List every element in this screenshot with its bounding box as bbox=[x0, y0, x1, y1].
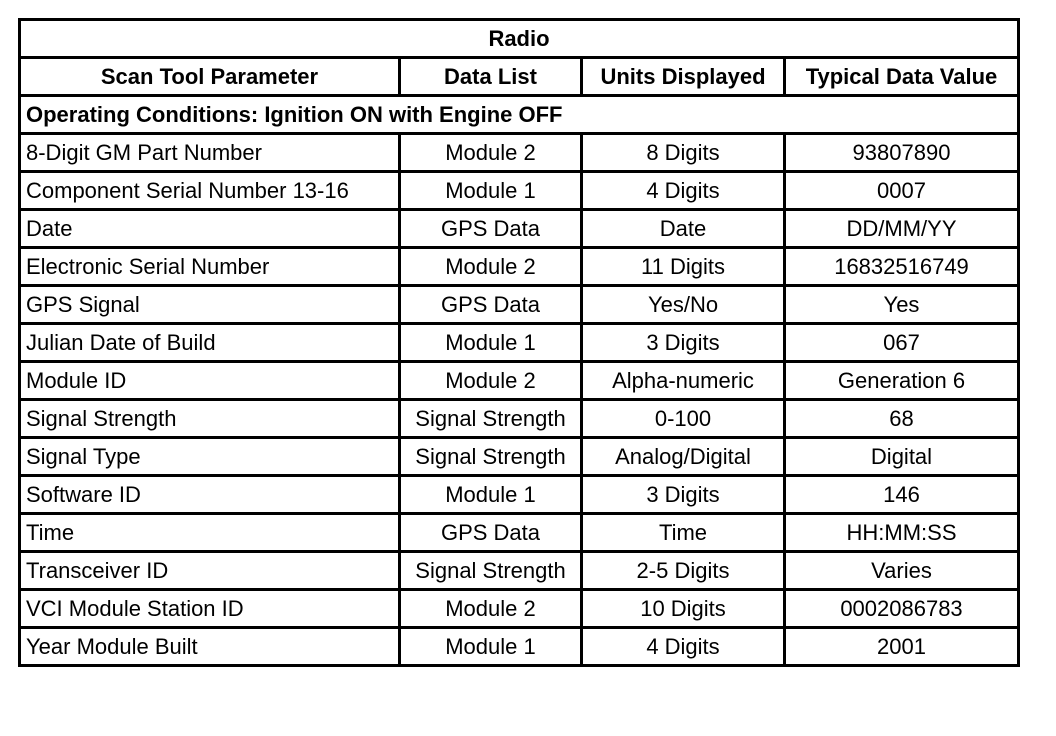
table-row bbox=[20, 210, 1019, 248]
data-list-cell: Module 1 bbox=[400, 476, 582, 514]
operating-conditions-row bbox=[20, 96, 1019, 134]
data-list-cell: Module 2 bbox=[400, 590, 582, 628]
table-row bbox=[20, 552, 1019, 590]
parameter-cell: Component Serial Number 13-16 bbox=[20, 172, 400, 210]
parameter-cell: Julian Date of Build bbox=[20, 324, 400, 362]
units-cell: Alpha-numeric bbox=[582, 362, 785, 400]
header-typical-data-value: Typical Data Value bbox=[785, 58, 1019, 96]
radio-data-table bbox=[18, 18, 1020, 667]
data-list-cell: GPS Data bbox=[400, 210, 582, 248]
parameter-cell: 8-Digit GM Part Number bbox=[20, 134, 400, 172]
parameter-cell: Module ID bbox=[20, 362, 400, 400]
data-list-cell: Module 1 bbox=[400, 324, 582, 362]
parameter-cell: Electronic Serial Number bbox=[20, 248, 400, 286]
table-row bbox=[20, 590, 1019, 628]
table-row bbox=[20, 400, 1019, 438]
table-row bbox=[20, 286, 1019, 324]
units-cell: 10 Digits bbox=[582, 590, 785, 628]
parameter-cell: Signal Type bbox=[20, 438, 400, 476]
radio-data-table-container bbox=[18, 18, 1017, 667]
units-cell: 11 Digits bbox=[582, 248, 785, 286]
units-cell: Analog/Digital bbox=[582, 438, 785, 476]
typical-value-cell: 0002086783 bbox=[785, 590, 1019, 628]
parameter-cell: Software ID bbox=[20, 476, 400, 514]
operating-conditions: Operating Conditions: Ignition ON with Engine OFF bbox=[20, 96, 1019, 134]
table-row bbox=[20, 438, 1019, 476]
header-units-displayed: Units Displayed bbox=[582, 58, 785, 96]
parameter-cell: GPS Signal bbox=[20, 286, 400, 324]
units-cell: 2-5 Digits bbox=[582, 552, 785, 590]
units-cell: 0-100 bbox=[582, 400, 785, 438]
data-list-cell: Signal Strength bbox=[400, 552, 582, 590]
units-cell: Date bbox=[582, 210, 785, 248]
typical-value-cell: 68 bbox=[785, 400, 1019, 438]
units-cell: 4 Digits bbox=[582, 172, 785, 210]
table-row bbox=[20, 172, 1019, 210]
parameter-cell: Date bbox=[20, 210, 400, 248]
data-list-cell: Signal Strength bbox=[400, 438, 582, 476]
parameter-cell: Time bbox=[20, 514, 400, 552]
data-list-cell: Module 2 bbox=[400, 134, 582, 172]
units-cell: 3 Digits bbox=[582, 476, 785, 514]
typical-value-cell: Generation 6 bbox=[785, 362, 1019, 400]
typical-value-cell: 93807890 bbox=[785, 134, 1019, 172]
typical-value-cell: Yes bbox=[785, 286, 1019, 324]
units-cell: Yes/No bbox=[582, 286, 785, 324]
data-list-cell: Module 2 bbox=[400, 248, 582, 286]
parameter-cell: Transceiver ID bbox=[20, 552, 400, 590]
data-list-cell: Module 2 bbox=[400, 362, 582, 400]
header-scan-tool-parameter: Scan Tool Parameter bbox=[20, 58, 400, 96]
units-cell: 3 Digits bbox=[582, 324, 785, 362]
table-row bbox=[20, 362, 1019, 400]
table-title-row bbox=[20, 20, 1019, 58]
table-title: Radio bbox=[20, 20, 1019, 58]
typical-value-cell: Varies bbox=[785, 552, 1019, 590]
data-list-cell: GPS Data bbox=[400, 286, 582, 324]
typical-value-cell: DD/MM/YY bbox=[785, 210, 1019, 248]
table-row bbox=[20, 134, 1019, 172]
table-row bbox=[20, 248, 1019, 286]
typical-value-cell: HH:MM:SS bbox=[785, 514, 1019, 552]
table-body bbox=[20, 96, 1019, 666]
units-cell: 8 Digits bbox=[582, 134, 785, 172]
data-list-cell: Signal Strength bbox=[400, 400, 582, 438]
data-list-cell: GPS Data bbox=[400, 514, 582, 552]
parameter-cell: VCI Module Station ID bbox=[20, 590, 400, 628]
data-list-cell: Module 1 bbox=[400, 628, 582, 666]
typical-value-cell: 0007 bbox=[785, 172, 1019, 210]
units-cell: 4 Digits bbox=[582, 628, 785, 666]
table-row bbox=[20, 514, 1019, 552]
table-row bbox=[20, 476, 1019, 514]
table-header-row bbox=[20, 58, 1019, 96]
units-cell: Time bbox=[582, 514, 785, 552]
typical-value-cell: Digital bbox=[785, 438, 1019, 476]
typical-value-cell: 146 bbox=[785, 476, 1019, 514]
typical-value-cell: 16832516749 bbox=[785, 248, 1019, 286]
table-row bbox=[20, 628, 1019, 666]
typical-value-cell: 2001 bbox=[785, 628, 1019, 666]
header-data-list: Data List bbox=[400, 58, 582, 96]
table-row bbox=[20, 324, 1019, 362]
data-list-cell: Module 1 bbox=[400, 172, 582, 210]
parameter-cell: Signal Strength bbox=[20, 400, 400, 438]
parameter-cell: Year Module Built bbox=[20, 628, 400, 666]
typical-value-cell: 067 bbox=[785, 324, 1019, 362]
